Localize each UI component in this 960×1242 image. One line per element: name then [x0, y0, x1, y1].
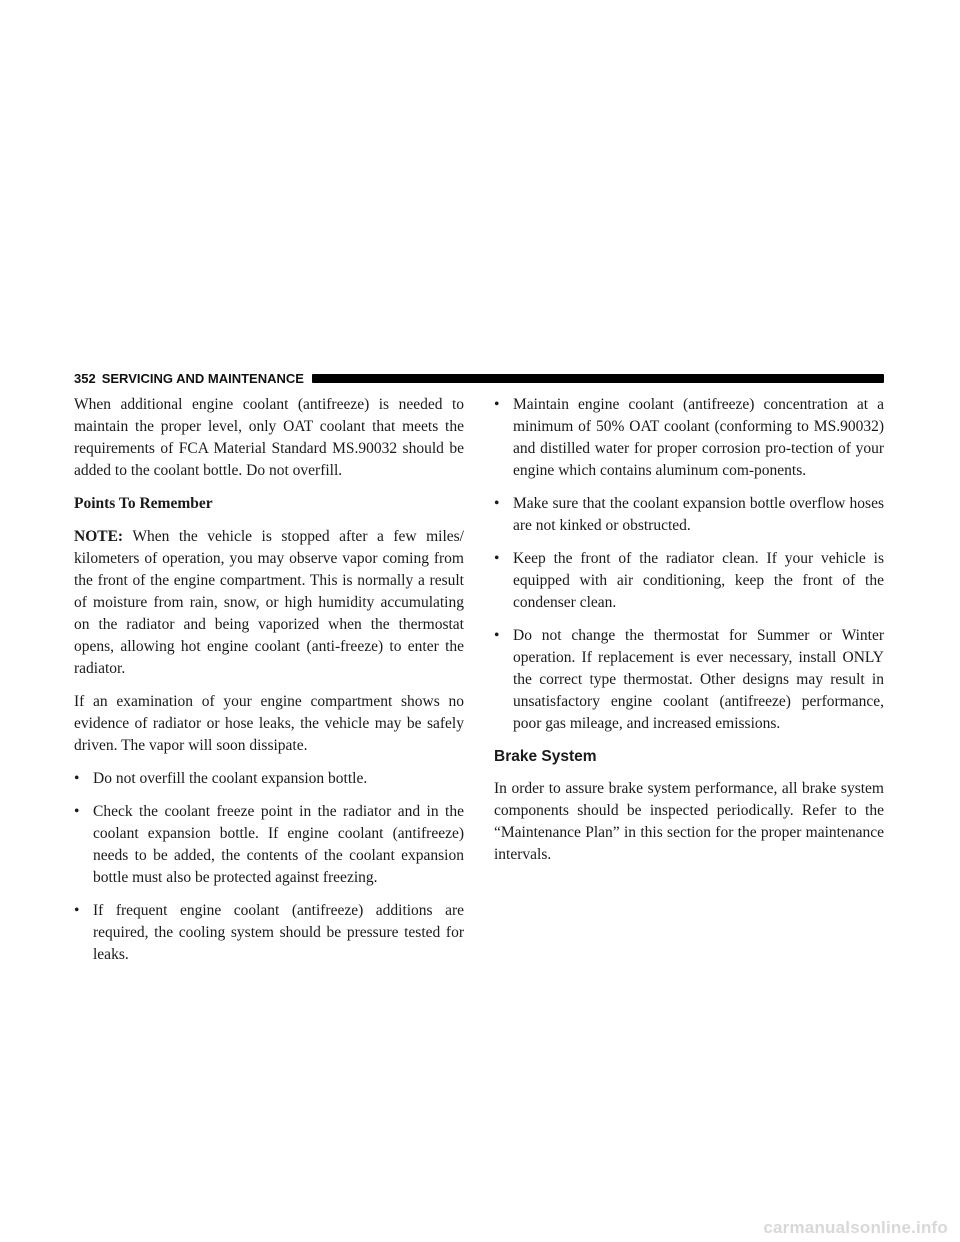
- watermark: carmanualsonline.info: [763, 1218, 948, 1237]
- points-to-remember-heading: Points To Remember: [74, 495, 213, 512]
- note-label: NOTE:: [74, 528, 124, 545]
- right-bullet-list: [494, 394, 884, 735]
- note-text: When the vehicle is stopped after a few miles/ kilometers of operation, you may observe vapor coming from the front of the engine compartment. This is normally a result of moisture from rain, snow, or high humidity accumulating on the radiator and being vaporized when the thermostat opens, allowing hot engine coolant (anti-freeze) to enter the radiator.: [74, 528, 464, 677]
- right-column: [494, 394, 884, 877]
- left-column: [74, 394, 464, 977]
- brake-system-heading: Brake System: [494, 748, 597, 765]
- bullet-icon: •: [74, 770, 80, 787]
- list-item: • If frequent engine coolant (antifreeze) additions are required, the cooling system should be pressure tested for leaks.: [74, 902, 464, 963]
- section-title: SERVICING AND MAINTENANCE: [101, 370, 304, 386]
- coolant-intro-paragraph: When additional engine coolant (antifreeze) is needed to maintain the proper level, only OAT coolant that meets the requirements of FCA Material Standard MS.90032 should be added to the coolant bottle. Do not overfill.: [74, 396, 464, 479]
- bullet-icon: •: [494, 550, 500, 567]
- header-rule: [312, 374, 884, 383]
- list-item: • Do not change the thermostat for Summer or Winter operation. If replacement is ever necessary, install ONLY the correct type thermostat. Other designs may result in unsatisfactory engine coolant (antifreeze) performance, poor gas mileage, and increased emissions.: [494, 627, 884, 732]
- list-item: • Make sure that the coolant expansion bottle overflow hoses are not kinked or obstructed.: [494, 495, 884, 534]
- page-number: 352: [74, 370, 96, 386]
- list-item: • Check the coolant freeze point in the radiator and in the coolant expansion bottle. If engine coolant (antifreeze) needs to be added, the contents of the coolant expansion bottle must also be protected against freezing.: [74, 803, 464, 886]
- bullet-icon: •: [74, 902, 80, 919]
- bullet-icon: •: [494, 396, 500, 413]
- bullet-icon: •: [494, 495, 500, 512]
- page-header: [74, 369, 884, 387]
- bullet-icon: •: [74, 803, 80, 820]
- examination-paragraph: If an examination of your engine compartment shows no evidence of radiator or hose leaks, the vehicle may be safely driven. The vapor will soon dissipate.: [74, 693, 464, 754]
- left-bullet-list: [74, 768, 464, 966]
- brake-system-paragraph: In order to assure brake system performance, all brake system components should be inspected periodically. Refer to the “Maintenance Plan” in this section for the proper maintenance intervals.: [494, 780, 884, 863]
- list-item: • Do not overfill the coolant expansion bottle.: [74, 768, 464, 790]
- list-item: • Maintain engine coolant (antifreeze) concentration at a minimum of 50% OAT coolant (conforming to MS.90032) and distilled water for proper corrosion pro-tection of your engine which contains aluminum com-ponents.: [494, 396, 884, 479]
- bullet-icon: •: [494, 627, 500, 644]
- note-paragraph: [74, 526, 464, 680]
- list-item: • Keep the front of the radiator clean. If your vehicle is equipped with air conditioning, keep the front of the condenser clean.: [494, 550, 884, 611]
